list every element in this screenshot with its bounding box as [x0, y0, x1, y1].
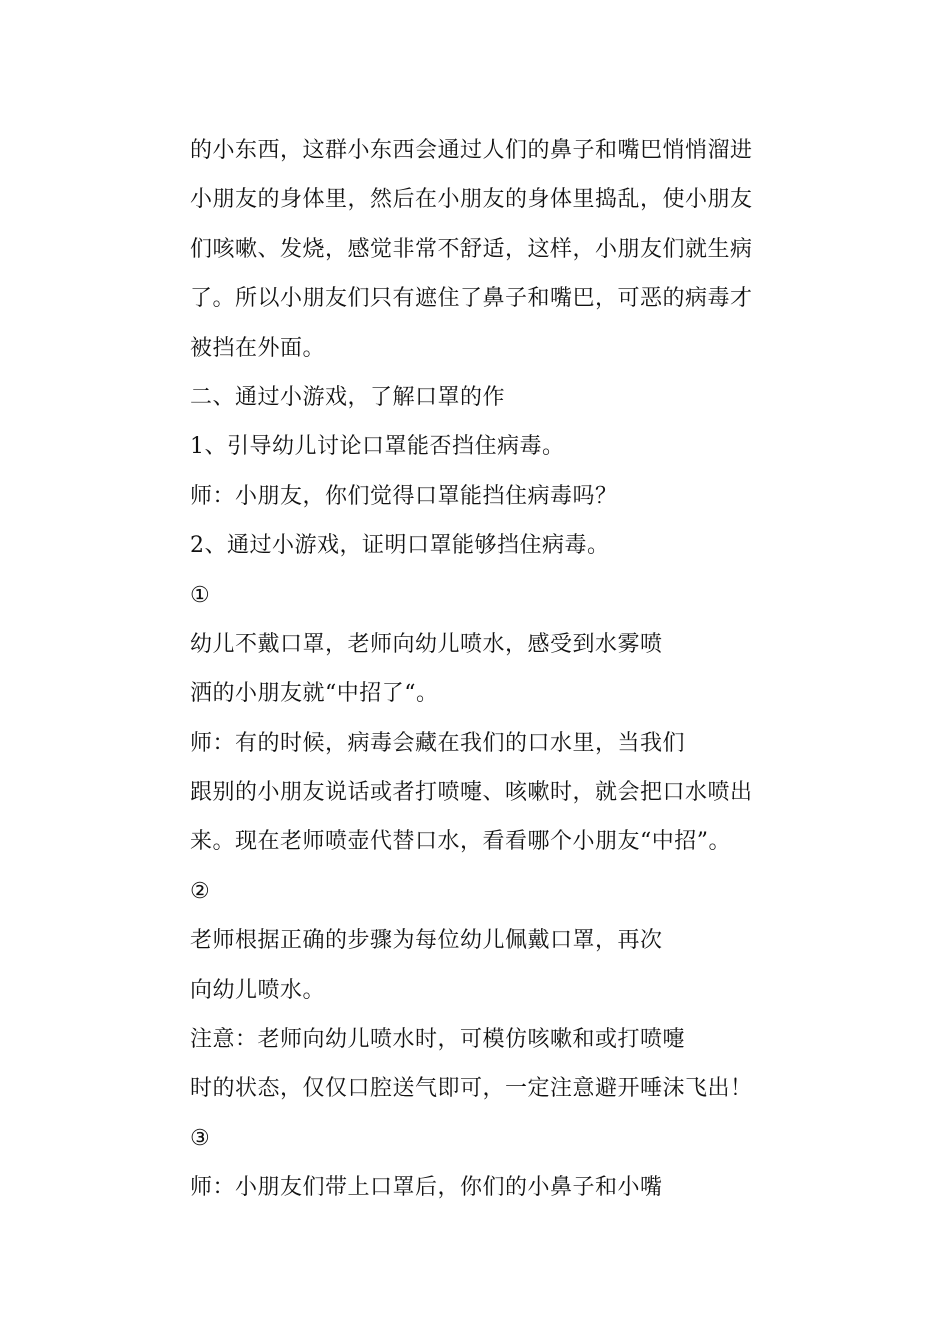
- text-line: 的小东西，这群小东西会通过人们的鼻子和嘴巴悄悄溜进: [190, 138, 753, 163]
- circled-number-3: ③: [190, 1125, 211, 1151]
- text-line: 来。现在老师喷壶代替口水，看看哪个小朋友“中招”。: [190, 829, 731, 855]
- text-line: 幼儿不戴口罩，老师向幼儿喷水，感受到水雾喷: [190, 631, 663, 657]
- step-heading: 1、引导幼儿讨论口罩能否挡住病毒。: [190, 434, 565, 460]
- text-line: 们咳嗽、发烧，感觉非常不舒适，这样，小朋友们就生病: [190, 236, 753, 262]
- document-body: [190, 126, 770, 1213]
- circled-number-1: ①: [190, 582, 211, 608]
- circled-number-2: ②: [190, 878, 211, 904]
- text-line: 老师根据正确的步骤为每位幼儿佩戴口罩，再次: [190, 928, 663, 954]
- text-line: 洒的小朋友就“中招了“。: [190, 681, 439, 707]
- text-line: 了。所以小朋友们只有遮住了鼻子和嘴巴，可恶的病毒才: [190, 286, 753, 312]
- note-line: 注意：老师向幼儿喷水时，可模仿咳嗽和或打喷嚏: [190, 1027, 686, 1053]
- text-line: 向幼儿喷水。: [190, 977, 326, 1003]
- text-line: 时的状态，仅仅口腔送气即可，一定注意避开唾沫飞出！: [190, 1076, 753, 1102]
- text-line: 师：小朋友们带上口罩后，你们的小鼻子和小嘴: [190, 1175, 663, 1201]
- text-line: 师：小朋友，你们觉得口罩能挡住病毒吗？: [190, 483, 618, 509]
- text-line: 被挡在外面。: [190, 335, 326, 361]
- text-line: 跟别的小朋友说话或者打喷嚏、咳嗽时，就会把口水喷出: [190, 780, 753, 806]
- step-heading: 2、通过小游戏，证明口罩能够挡住病毒。: [190, 533, 610, 559]
- text-line: 小朋友的身体里，然后在小朋友的身体里捣乱，使小朋友: [190, 187, 753, 213]
- text-line: 师：有的时候，病毒会藏在我们的口水里，当我们: [190, 730, 686, 756]
- section-heading: 二、通过小游戏，了解口罩的作: [190, 384, 506, 410]
